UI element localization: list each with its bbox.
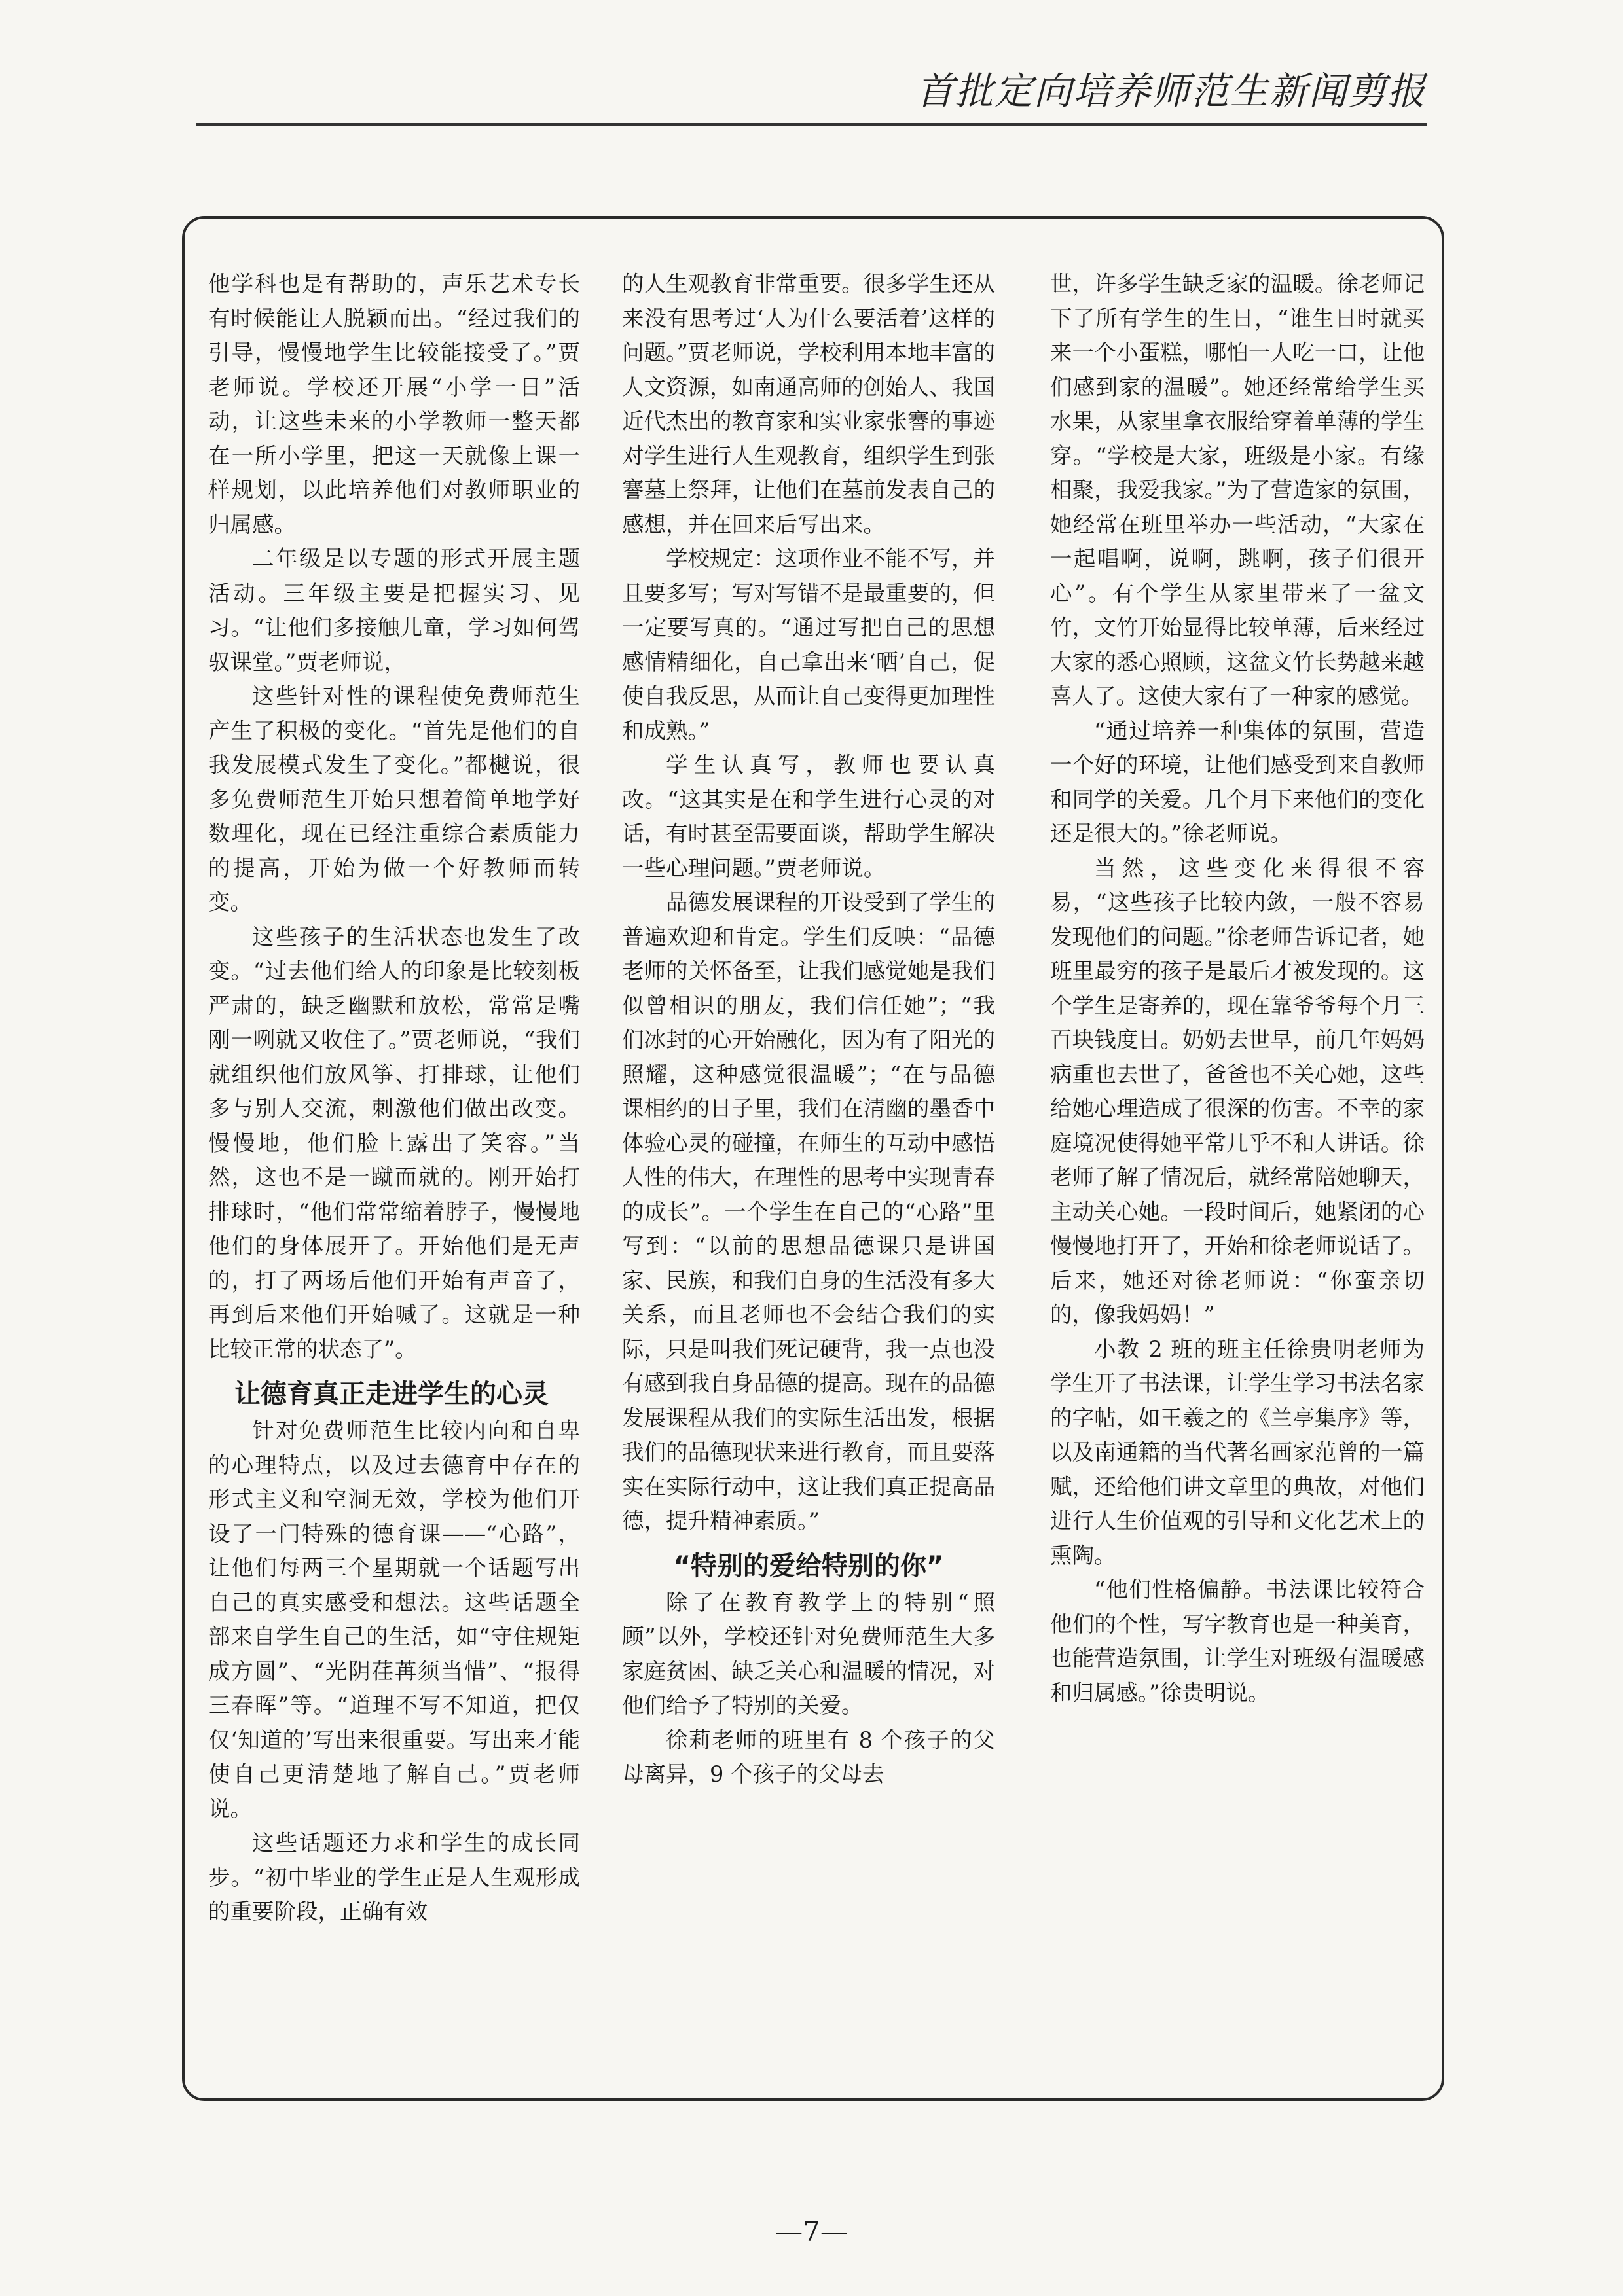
- article-column-2: [622, 267, 995, 2093]
- paragraph: 二年级是以专题的形式开展主题活动。三年级主要是把握实习、见习。“让他们多接触儿童，学习如何驾驭课堂。”贾老师说，: [208, 546, 580, 675]
- paragraph: 小教 2 班的班主任徐贵明老师为学生开了书法课，让学生学习书法名家的字帖，如王羲之的《兰亭集序》等，以及南通籍的当代著名画家范曾的一篇赋，还给他们讲文章里的典故，对他们进行人生价值观的引导和文化艺术上的熏陶。: [1050, 1336, 1425, 1568]
- paragraph: “他们性格偏静。书法课比较符合他们的个性，写字教育也是一种美育，也能营造氛围，让学生对班级有温暖感和归属感。”徐贵明说。: [1050, 1577, 1425, 1706]
- section-heading: 让德育真正走进学生的心灵: [234, 1379, 549, 1409]
- paragraph: 这些话题还力求和学生的成长同步。“初中毕业的学生正是人生观形成的重要阶段，正确有效: [208, 1830, 580, 1924]
- article-column-3: [1050, 267, 1425, 2093]
- paragraph: 除了在教育教学上的特别“照顾”以外，学校还针对免费师范生大多家庭贫困、缺乏关心和温暖的情况，对他们给予了特别的关爱。: [622, 1589, 995, 1718]
- page-number: —7—: [775, 2215, 848, 2248]
- paragraph: 的人生观教育非常重要。很多学生还从来没有思考过‘人为什么要活着’这样的问题。”贾老师说，学校利用本地丰富的人文资源，如南通高师的创始人、我国近代杰出的教育家和实业家张謇的事迹对学生进行人生观教育，组织学生到张謇墓上祭拜，让他们在墓前发表自己的感想，并在回来后写出来。: [622, 271, 995, 537]
- section-heading: “特别的爱给特别的你”: [673, 1551, 944, 1581]
- paragraph: 学生认真写，教师也要认真改。“这其实是在和学生进行心灵的对话，有时甚至需要面谈，帮助学生解决一些心理问题。”贾老师说。: [622, 752, 995, 881]
- paragraph: 这些孩子的生活状态也发生了改变。“过去他们给人的印象是比较刻板严肃的，缺乏幽默和放松，常常是嘴刚一咧就又收住了。”贾老师说，“我们就组织他们放风筝、打排球，让他们多与别人交流，刺激他们做出改变。慢慢地，他们脸上露出了笑容。”当然，这也不是一蹴而就的。刚开始打排球时，“他们常常缩着脖子，慢慢地他们的身体展开了。开始他们是无声的，打了两场后他们开始有声音了，再到后来他们开始喊了。这就是一种比较正常的状态了”。: [208, 924, 580, 1362]
- paragraph: 徐莉老师的班里有 8 个孩子的父母离异，9 个孩子的父母去: [622, 1727, 995, 1787]
- paragraph: 当然，这些变化来得很不容易，“这些孩子比较内敛，一般不容易发现他们的问题。”徐老师告诉记者，她班里最穷的孩子是最后才被发现的。这个学生是寄养的，现在靠爷爷每个月三百块钱度日。奶奶去世早，前几年妈妈病重也去世了，爸爸也不关心她，这些给她心理造成了很深的伤害。不幸的家庭境况使得她平常几乎不和人讲话。徐老师了解了情况后，就经常陪她聊天，主动关心她。一段时间后，她紧闭的心慢慢地打开了，开始和徐老师说话了。后来，她还对徐老师说：“你蛮亲切的，像我妈妈！”: [1050, 855, 1425, 1327]
- article-column-1: [208, 267, 580, 2093]
- paragraph: 品德发展课程的开设受到了学生的普遍欢迎和肯定。学生们反映：“品德老师的关怀备至，让我们感觉她是我们似曾相识的朋友，我们信任她”；“我们冰封的心开始融化，因为有了阳光的照耀，这种感觉很温暖”；“在与品德课相约的日子里，我们在清幽的墨香中体验心灵的碰撞，在师生的互动中感悟人性的伟大，在理性的思考中实现青春的成长”。一个学生在自己的“心路”里写到：“以前的思想品德课只是讲国家、民族，和我们自身的生活没有多大关系，而且老师也不会结合我们的实际，只是叫我们死记硬背，我一点也没有感到我自身品德的提高。现在的品德发展课程从我们的实际生活出发，根据我们的品德现状来进行教育，而且要落实在实际行动中，这让我们真正提高品德，提升精神素质。”: [622, 889, 995, 1534]
- paragraph: 学校规定：这项作业不能不写，并且要多写；写对写错不是最重要的，但一定要写真的。“通过写把自己的思想感情精细化，自己拿出来‘晒’自己，促使自我反思，从而让自己变得更加理性和成熟。”: [622, 546, 995, 744]
- paragraph: 他学科也是有帮助的，声乐艺术专长有时候能让人脱颖而出。“经过我们的引导，慢慢地学生比较能接受了。”贾老师说。学校还开展“小学一日”活动，让这些未来的小学教师一整天都在一所小学里，把这一天就像上课一样规划，以此培养他们对教师职业的归属感。: [208, 271, 580, 537]
- paragraph: 针对免费师范生比较内向和自卑的心理特点，以及过去德育中存在的形式主义和空洞无效，学校为他们开设了一门特殊的德育课——“心路”，让他们每两三个星期就一个话题写出自己的真实感受和想法。这些话题全部来自学生自己的生活，如“守住规矩成方圆”、“光阴荏苒须当惜”、“报得三春晖”等。“道理不写不知道，把仅仅‘知道的’写出来很重要。写出来才能使自己更清楚地了解自己。”贾老师说。: [208, 1418, 580, 1821]
- paragraph: 世，许多学生缺乏家的温暖。徐老师记下了所有学生的生日，“谁生日时就买来一个小蛋糕，哪怕一人吃一口，让他们感到家的温暖”。她还经常给学生买水果，从家里拿衣服给穿着单薄的学生穿。“学校是大家，班级是小家。有缘相聚，我爱我家。”为了营造家的氛围，她经常在班里举办一些活动，“大家在一起唱啊，说啊，跳啊，孩子们很开心”。有个学生从家里带来了一盆文竹，文竹开始显得比较单薄，后来经过大家的悉心照顾，这盆文竹长势越来越喜人了。这使大家有了一种家的感觉。: [1050, 271, 1425, 709]
- paragraph: 这些针对性的课程使免费师范生产生了积极的变化。“首先是他们的自我发展模式发生了变化。”都樾说，很多免费师范生开始只想着简单地学好数理化，现在已经注重综合素质能力的提高，开始为做一个好教师而转变。: [208, 683, 580, 915]
- header-title: 首批定向培养师范生新闻剪报: [915, 69, 1427, 113]
- paragraph: “通过培养一种集体的氛围，营造一个好的环境，让他们感受到来自教师和同学的关爱。几个月下来他们的变化还是很大的。”徐老师说。: [1050, 717, 1425, 846]
- header-rule: [196, 123, 1427, 126]
